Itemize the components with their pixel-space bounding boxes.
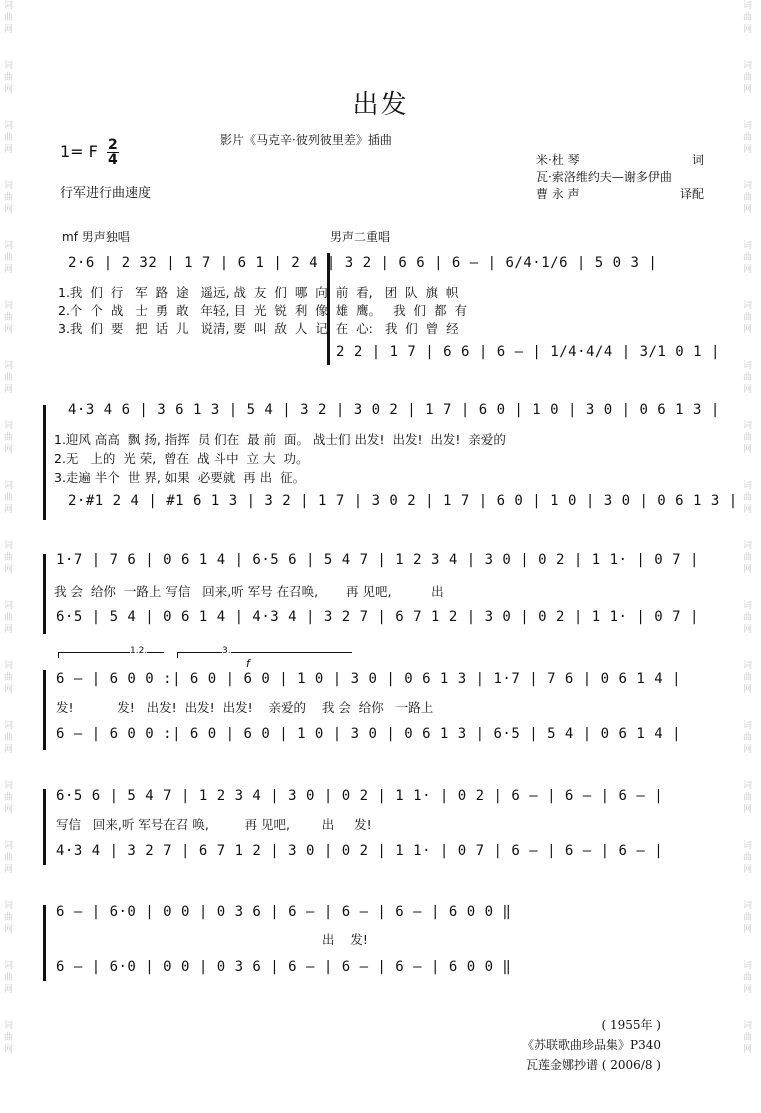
system4-harmony: 6 — | 6 0 0 :| 6 0 | 6 0 | 1 0 | 3 0 | 0 6 1 3 | 6·5 | 5 4 | 0 6 1 4 | bbox=[56, 726, 682, 742]
footer bbox=[522, 1015, 661, 1075]
watermark-text: 词 曲 网 bbox=[743, 361, 753, 395]
volta1-line bbox=[58, 652, 164, 653]
solo-label: mf 男声独唱 bbox=[62, 230, 130, 244]
volta2-line bbox=[177, 652, 352, 653]
watermark-text: 词 曲 网 bbox=[4, 121, 14, 155]
time-top: 2 bbox=[107, 137, 118, 153]
system1-lyrics-3: 3.我 们 要 把 话 儿 说清, 要 叫 敌 人 记 在 心: 我 们 曾 经 bbox=[58, 321, 459, 336]
key-signature bbox=[60, 138, 119, 167]
watermark-text: 词 曲 网 bbox=[4, 541, 14, 575]
watermark-text: 词 曲 网 bbox=[743, 481, 753, 515]
watermark-text: 词 曲 网 bbox=[4, 901, 14, 935]
system3-bracket bbox=[43, 554, 46, 634]
watermark-text: 词 曲 网 bbox=[4, 481, 14, 515]
footer-copyist: 瓦莲金娜抄谱 ( 2006/8 ) bbox=[525, 1058, 661, 1072]
watermark-text: 词 曲 网 bbox=[4, 301, 14, 335]
watermark-text: 词 曲 网 bbox=[4, 421, 14, 455]
watermark-text: 词 曲 网 bbox=[743, 301, 753, 335]
watermark-text: 词 曲 网 bbox=[4, 841, 14, 875]
system2-lyrics-1: 1.迎风 高高 飘 扬, 指挥 员 们在 最 前 面。 战士们 出发! 出发! 出发! 亲爱的 bbox=[54, 432, 506, 447]
time-bottom: 4 bbox=[107, 152, 118, 168]
system6-bracket bbox=[43, 905, 46, 981]
key-label: 1= F bbox=[60, 142, 98, 161]
system2-melody: 4·3 4 6 | 3 6 1 3 | 5 4 | 3 2 | 3 0 2 | 1 7 | 6 0 | 1 0 | 3 0 | 0 6 1 3 | bbox=[68, 402, 720, 418]
volta1-label: 1.2. bbox=[130, 646, 148, 656]
watermark-text: 词 曲 网 bbox=[4, 61, 14, 95]
watermark-text: 词 曲 网 bbox=[743, 1021, 753, 1055]
system6-melody: 6 — | 6·0 | 0 0 | 0 3 6 | 6 — | 6 — | 6 — | 6 0 0 ‖ bbox=[56, 904, 512, 920]
watermark-text: 词 曲 网 bbox=[4, 961, 14, 995]
watermark-text: 词 曲 网 bbox=[4, 361, 14, 395]
system4-melody: 6 — | 6 0 0 :| 6 0 | 6 0 | 1 0 | 3 0 | 0 6 1 3 | 1·7 | 7 6 | 0 6 1 4 | bbox=[56, 671, 682, 687]
credit-composer: 瓦·索洛维约夫—谢多伊曲 bbox=[536, 170, 672, 184]
system6-lyrics: 出 发! bbox=[322, 932, 368, 947]
system2-lyrics-3: 3.走遍 半个 世 界, 如果 必要就 再 出 征。 bbox=[54, 470, 306, 485]
watermark-text: 词 曲 网 bbox=[4, 241, 14, 275]
watermark-text: 词 曲 网 bbox=[4, 721, 14, 755]
credits bbox=[536, 152, 704, 203]
system5-melody: 6·5 6 | 5 4 7 | 1 2 3 4 | 3 0 | 0 2 | 1 1· | 0 2 | 6 — | 6 — | 6 — | bbox=[56, 788, 664, 804]
footer-source: 《苏联歌曲珍品集》P340 bbox=[522, 1038, 661, 1052]
watermark-text: 词 曲 网 bbox=[743, 661, 753, 695]
watermark-text: 词 曲 网 bbox=[743, 961, 753, 995]
dynamic-forte: f bbox=[246, 657, 250, 670]
watermark-text: 词 曲 网 bbox=[743, 241, 753, 275]
system2-lyrics-2: 2.无 上的 光 荣, 曾在 战 斗中 立 大 功。 bbox=[54, 451, 309, 466]
system1-lyrics-2: 2.个 个 战 士 勇 敢 年轻, 目 光 锐 利 像 雄 鹰。 我 们 都 有 bbox=[58, 303, 467, 318]
watermark-text: 词 曲 网 bbox=[743, 901, 753, 935]
watermark-text: 词 曲 网 bbox=[4, 181, 14, 215]
footer-year: ( 1955年 ) bbox=[601, 1018, 661, 1032]
system1-harmony: 2 2 | 1 7 | 6 6 | 6 — | 1/4·4/4 | 3/1 0 1 | bbox=[336, 344, 720, 360]
credit-lyricist: 米·杜 琴 词 bbox=[536, 153, 704, 167]
watermark-text: 词 曲 网 bbox=[743, 781, 753, 815]
watermark-left bbox=[4, 0, 18, 1080]
system3-lyrics: 我 会 给你 一路上 写信 回来,听 军号 在召唤, 再 见吧, 出 bbox=[54, 584, 444, 599]
subtitle: 影片《马克辛·彼列彼里差》插曲 bbox=[220, 133, 392, 147]
watermark-text: 词 曲 网 bbox=[743, 181, 753, 215]
watermark-text: 词 曲 网 bbox=[743, 61, 753, 95]
system2-bracket bbox=[43, 405, 46, 520]
system1-melody: 2·6 | 2 32 | 1 7 | 6 1 | 2 4 | 3 2 | 6 6 | 6 — | 6/4·1/6 | 5 0 3 | bbox=[68, 255, 658, 271]
watermark-text: 词 曲 网 bbox=[4, 601, 14, 635]
watermark-text: 词 曲 网 bbox=[743, 841, 753, 875]
system5-bracket bbox=[43, 789, 46, 865]
watermark-right bbox=[743, 0, 757, 1080]
system4-lyrics: 发! 发! 出发! 出发! 出发! 亲爱的 我 会 给你 一路上 bbox=[56, 700, 434, 715]
system5-harmony: 4·3 4 | 3 2 7 | 6 7 1 2 | 3 0 | 0 2 | 1 1· | 0 7 | 6 — | 6 — | 6 — | bbox=[56, 843, 664, 859]
watermark-text: 词 曲 网 bbox=[743, 721, 753, 755]
system3-melody: 1·7 | 7 6 | 0 6 1 4 | 6·5 6 | 5 4 7 | 1 2 3 4 | 3 0 | 0 2 | 1 1· | 0 7 | bbox=[56, 552, 699, 568]
system2-harmony: 2·#1 2 4 | #1 6 1 3 | 3 2 | 1 7 | 3 0 2 | 1 7 | 6 0 | 1 0 | 3 0 | 0 6 1 3 | bbox=[68, 493, 738, 509]
system4-bracket bbox=[43, 670, 46, 750]
watermark-text: 词 曲 网 bbox=[743, 541, 753, 575]
watermark-text: 词 曲 网 bbox=[743, 421, 753, 455]
system1-lyrics-1: 1.我 们 行 军 路 途 遥远, 战 友 们 哪 向 前 看, 团 队 旗 帜 bbox=[58, 285, 459, 300]
song-title: 出发 bbox=[352, 90, 409, 120]
credit-translator: 曹 永 声 译配 bbox=[536, 187, 704, 201]
watermark-text: 词 曲 网 bbox=[4, 1, 14, 35]
duet-label: 男声二重唱 bbox=[330, 230, 391, 244]
tempo-marking: 行军进行曲速度 bbox=[60, 186, 152, 201]
watermark-text: 词 曲 网 bbox=[4, 661, 14, 695]
system3-harmony: 6·5 | 5 4 | 0 6 1 4 | 4·3 4 | 3 2 7 | 6 7 1 2 | 3 0 | 0 2 | 1 1· | 0 7 | bbox=[56, 609, 699, 625]
watermark-text: 词 曲 网 bbox=[743, 601, 753, 635]
watermark-text: 词 曲 网 bbox=[4, 781, 14, 815]
watermark-text: 词 曲 网 bbox=[743, 1, 753, 35]
system6-harmony: 6 — | 6·0 | 0 0 | 0 3 6 | 6 — | 6 — | 6 — | 6 0 0 ‖ bbox=[56, 959, 512, 975]
watermark-text: 词 曲 网 bbox=[743, 121, 753, 155]
volta2-label: 3. bbox=[222, 646, 231, 656]
watermark-text: 词 曲 网 bbox=[4, 1021, 14, 1055]
time-signature bbox=[107, 138, 119, 167]
system5-lyrics: 写信 回来,听 军号在召 唤, 再 见吧, 出 发! bbox=[56, 817, 372, 832]
